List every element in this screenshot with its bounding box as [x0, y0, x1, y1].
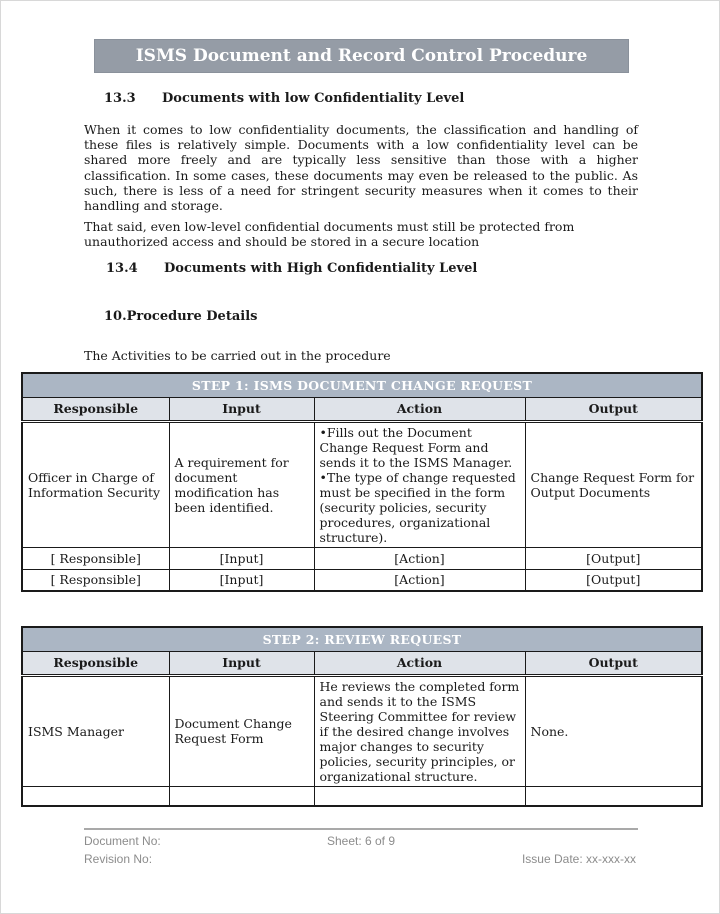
column-header-action: Action	[314, 397, 525, 421]
step1-placeholder-row	[22, 547, 702, 569]
step1-table-container	[21, 372, 703, 592]
step2-table-container	[21, 626, 703, 807]
empty-cell	[169, 786, 314, 806]
step2-table	[21, 626, 703, 807]
column-header-output: Output	[525, 651, 702, 675]
paragraph-protection-note: That said, even low-level confidential documents must still be protected from unauthorized access and should be stored in a secure location	[84, 219, 575, 250]
document-title: ISMS Document and Record Control Procedure	[135, 46, 588, 66]
cell-input: Document Change Request Form	[169, 675, 314, 786]
column-header-output: Output	[525, 397, 702, 421]
footer-divider	[84, 828, 638, 830]
section-title: Documents with low Confidentiality Level	[162, 91, 465, 106]
action-bullet: • Fills out the Document Change Request Form and sends it to the ISMS Manager.	[320, 425, 520, 470]
footer-issue-date: Issue Date: xx-xxx-xx	[521, 852, 636, 866]
step1-header-row	[22, 397, 702, 421]
column-header-action: Action	[314, 651, 525, 675]
empty-cell	[22, 786, 169, 806]
empty-cell	[525, 786, 702, 806]
cell-output-placeholder: [Output]	[525, 547, 702, 569]
step2-banner: STEP 2: REVIEW REQUEST	[22, 627, 702, 651]
section-number: 13.4	[106, 261, 138, 276]
step1-banner-row	[22, 373, 702, 397]
cell-responsible: ISMS Manager	[22, 675, 169, 786]
activities-intro-line: The Activities to be carried out in the procedure	[84, 348, 391, 363]
cell-responsible-placeholder: [ Responsible]	[22, 547, 169, 569]
column-header-responsible: Responsible	[22, 397, 169, 421]
empty-cell	[314, 786, 525, 806]
cell-responsible: Officer in Charge of Information Security	[22, 421, 169, 547]
section-heading-10: 10.Procedure Details	[104, 309, 258, 324]
cell-input-placeholder: [Input]	[169, 547, 314, 569]
section-heading-13-4	[106, 261, 477, 276]
section-heading-13-3	[104, 91, 464, 106]
step2-empty-row	[22, 786, 702, 806]
cell-action: He reviews the completed form and sends it to the ISMS Steering Committee for review if the desired change involves major changes to security policies, security principles, or organizational structure.	[314, 675, 525, 786]
step1-table	[21, 372, 703, 592]
footer-revision-no: Revision No:	[84, 852, 153, 866]
step2-header-row	[22, 651, 702, 675]
column-header-input: Input	[169, 397, 314, 421]
paragraph-low-confidentiality: When it comes to low confidentiality documents, the classification and handling of these files is relatively simple. Documents with a low confidentiality level can be shared more freely and are typically less sensitive than those with a higher classification. In some cases, these documents may even be released to the public. As such, there is less of a need for stringent security measures when it comes to their handling and storage.	[84, 122, 638, 214]
footer-document-no: Document No:	[84, 834, 161, 848]
step1-banner: STEP 1: ISMS DOCUMENT CHANGE REQUEST	[22, 373, 702, 397]
cell-input-placeholder: [Input]	[169, 569, 314, 591]
column-header-responsible: Responsible	[22, 651, 169, 675]
step2-banner-row	[22, 627, 702, 651]
cell-action-placeholder: [Action]	[314, 569, 525, 591]
cell-output: None.	[525, 675, 702, 786]
section-number: 13.3	[104, 91, 136, 106]
action-bullet: • The type of change requested must be specified in the form (security policies, security procedures, organizational structure).	[320, 470, 520, 545]
section-title: Documents with High Confidentiality Level	[164, 261, 478, 276]
cell-action-placeholder: [Action]	[314, 547, 525, 569]
step1-data-row	[22, 421, 702, 547]
document-title-banner	[94, 39, 629, 73]
step2-data-row	[22, 675, 702, 786]
cell-responsible-placeholder: [ Responsible]	[22, 569, 169, 591]
step1-placeholder-row	[22, 569, 702, 591]
cell-output-placeholder: [Output]	[525, 569, 702, 591]
cell-output: Change Request Form for Output Documents	[525, 421, 702, 547]
column-header-input: Input	[169, 651, 314, 675]
cell-action	[314, 421, 525, 547]
footer-sheet: Sheet: 6 of 9	[326, 834, 396, 848]
cell-input: A requirement for document modification has been identified.	[169, 421, 314, 547]
